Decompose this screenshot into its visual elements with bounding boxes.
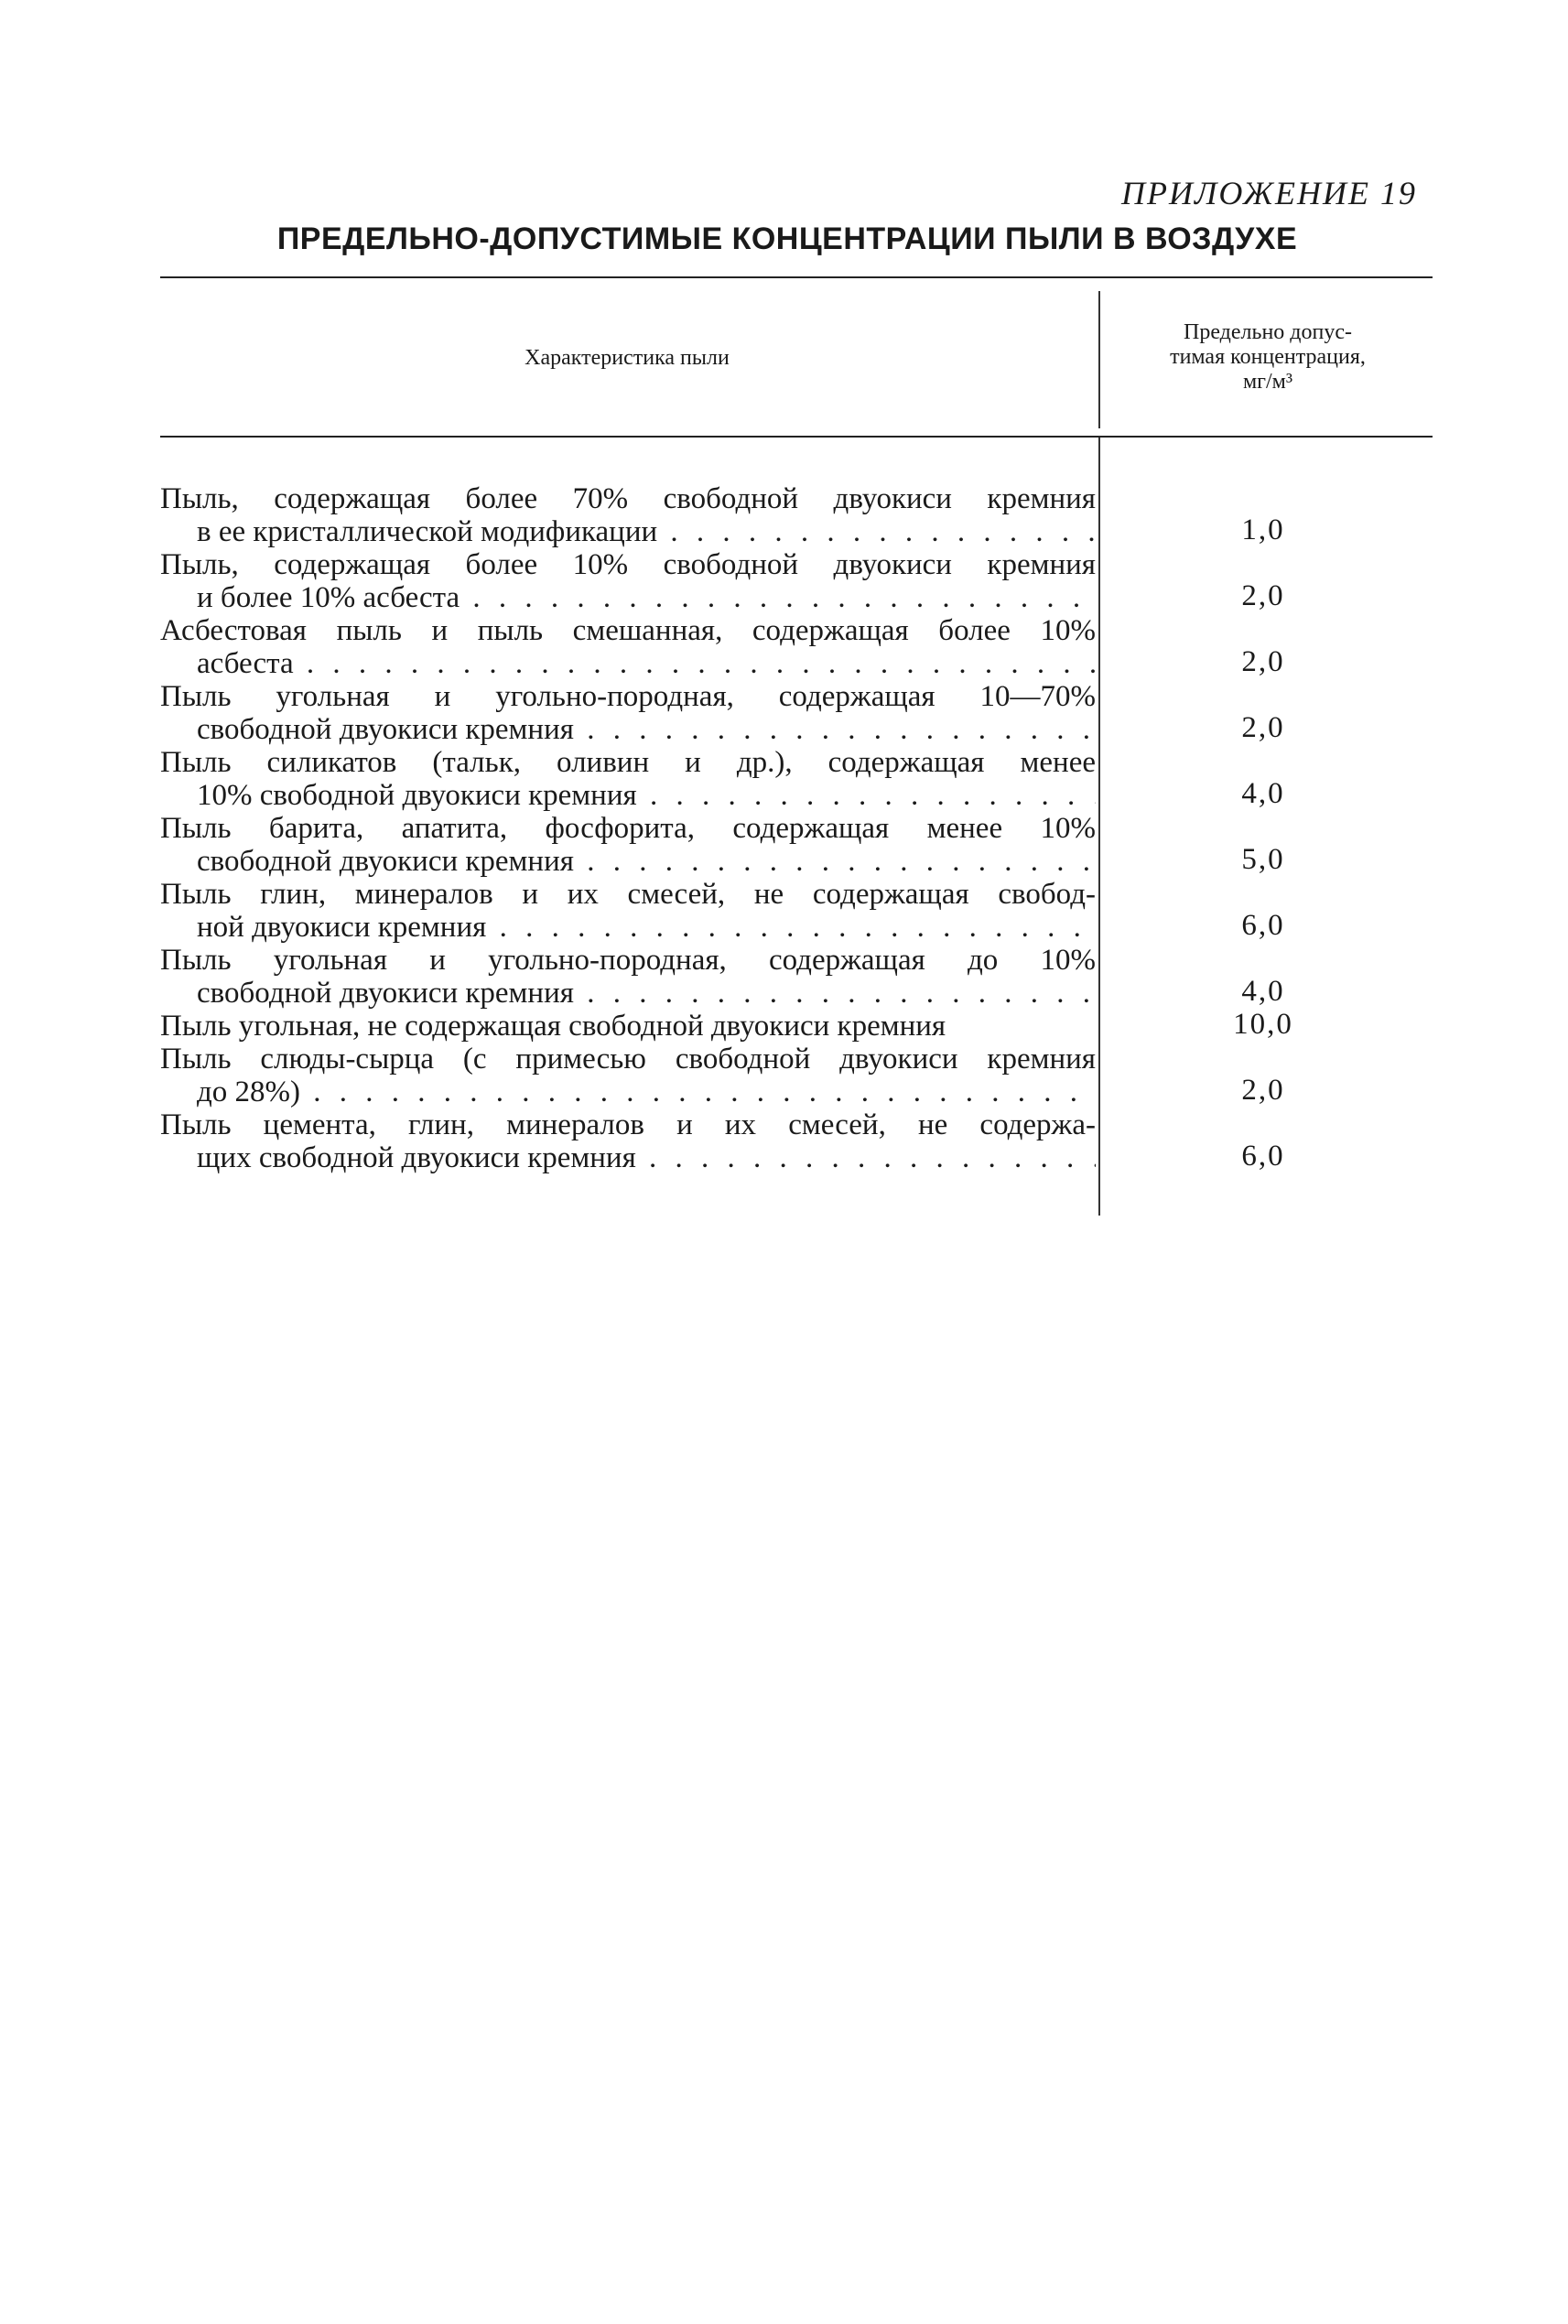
characteristic-line: до 28%) . . . [160,1076,1096,1108]
characteristic-line: Пыль цемента, глин, минералов и их смесей, не содержа- [160,1108,1096,1141]
table-top-rule [160,276,1433,278]
characteristic-line: асбеста . . . [160,647,1096,680]
dust-characteristic [160,548,1096,614]
table-row [0,548,1568,614]
dust-characteristic [160,482,1096,548]
dust-characteristic [160,1108,1096,1174]
characteristic-line: Пыль угольная, не содержащая свободной двуокиси кремния [160,1010,946,1043]
table-row [0,1108,1568,1174]
characteristic-line: и более 10% асбеста . . . [160,581,1096,614]
dust-characteristic [160,1043,1096,1108]
table-row [0,944,1568,1010]
concentration-value: 5,0 [1241,843,1285,876]
column-header-concentration-line: мг/м³ [1242,370,1293,394]
characteristic-line: щих свободной двуокиси кремния . . . [160,1141,1096,1174]
characteristic-line: Пыль угольная и угольно-породная, содержащая до 10% [160,944,1096,977]
appendix-label: ПРИЛОЖЕНИЕ 19 [1121,175,1417,211]
characteristic-line: Пыль силикатов (тальк, оливин и др.), содержащая менее [160,746,1096,779]
column-header-characteristic: Характеристика пыли [524,346,730,370]
table-row [0,614,1568,680]
characteristic-line: Пыль, содержащая более 10% свободной двуокиси кремния [160,548,1096,581]
characteristic-line: свободной двуокиси кремния . . . [160,977,1096,1010]
header-column-divider [1098,291,1100,428]
dust-characteristic [160,746,1096,812]
characteristic-line: Пыль слюды-сырца (с примесью свободной двуокиси кремния [160,1043,1096,1076]
concentration-value: 4,0 [1241,975,1285,1008]
characteristic-line: свободной двуокиси кремния . . . [160,845,1096,878]
page-title: ПРЕДЕЛЬНО-ДОПУСТИМЫЕ КОНЦЕНТРАЦИИ ПЫЛИ В ВОЗДУХЕ [276,222,1298,256]
concentration-value: 6,0 [1241,1140,1285,1173]
concentration-value: 2,0 [1241,579,1285,612]
concentration-value: 1,0 [1241,513,1285,546]
characteristic-line: Асбестовая пыль и пыль смешанная, содержащая более 10% [160,614,1096,647]
concentration-value: 4,0 [1241,777,1285,810]
concentration-value: 2,0 [1241,1074,1285,1107]
table-row [0,746,1568,812]
dust-characteristic [160,680,1096,746]
table-row [0,680,1568,746]
table-body [0,482,1568,1174]
dust-characteristic [160,614,1096,680]
characteristic-line: Пыль глин, минералов и их смесей, не содержащая свобод- [160,878,1096,911]
header-bottom-rule [160,436,1433,438]
dust-characteristic [160,812,1096,878]
table-row [0,1010,1568,1043]
column-header-concentration-line: Предельно допус- [1184,320,1352,344]
table-row [0,878,1568,944]
concentration-value: 2,0 [1241,645,1285,678]
characteristic-line: свободной двуокиси кремния . . . [160,713,1096,746]
concentration-value: 10,0 [1233,1008,1293,1041]
table-row [0,482,1568,548]
characteristic-line: Пыль барита, апатита, фосфорита, содержащая менее 10% [160,812,1096,845]
dust-characteristic [160,944,1096,1010]
characteristic-line: в ее кристаллической модификации . . . [160,515,1096,548]
concentration-value: 6,0 [1241,909,1285,942]
characteristic-line: 10% свободной двуокиси кремния . . . [160,779,1096,812]
characteristic-line: Пыль угольная и угольно-породная, содержащая 10—70% [160,680,1096,713]
column-header-concentration [1108,320,1428,395]
column-header-concentration-line: тимая концентрация, [1170,345,1366,369]
dust-characteristic [160,1010,1096,1043]
characteristic-line: Пыль, содержащая более 70% свободной двуокиси кремния [160,482,1096,515]
dust-characteristic [160,878,1096,944]
characteristic-line: ной двуокиси кремния . . . [160,911,1096,944]
concentration-value: 2,0 [1241,711,1285,744]
table-row [0,1043,1568,1108]
table-row [0,812,1568,878]
